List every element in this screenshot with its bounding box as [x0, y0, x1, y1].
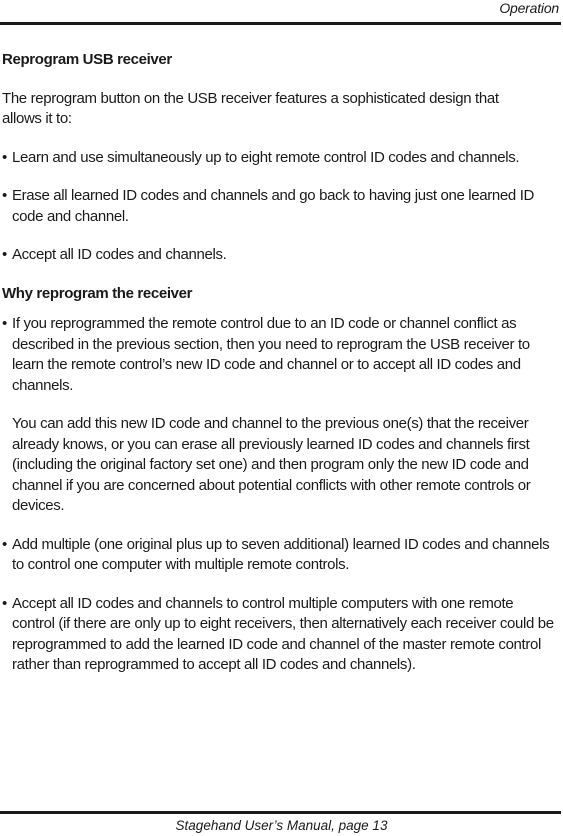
bullet-dot: • [2, 246, 7, 263]
list-item-text: Learn and use simultaneously up to eight remote control ID codes and channels. [12, 148, 520, 166]
list-item [2, 245, 554, 266]
list-item [2, 535, 554, 576]
header-rule [0, 22, 561, 25]
list-item-text: Accept all ID codes and channels. [12, 246, 227, 263]
list-item-text: Add multiple (one original plus up to seven additional) learned ID codes and channels to control one computer with multiple remote controls. [12, 535, 550, 573]
page-content [2, 50, 554, 694]
running-head: Operation [499, 0, 559, 16]
list-item [2, 314, 554, 396]
bullet-dot: • [2, 315, 7, 332]
list-item [2, 186, 537, 227]
list-item-text: If you reprogrammed the remote control due to an ID code or channel conflict as described in the previous section, then you need to reprogram the USB receiver to learn the remote control’s new ID code and channel or to accept all ID codes and channels. [12, 315, 530, 394]
bullet-dot: • [2, 535, 7, 553]
bullet-dot: • [2, 594, 7, 612]
list-item [2, 148, 554, 169]
footer-rule [0, 811, 561, 814]
page-footer: Stagehand User’s Manual, page 13 [175, 818, 388, 833]
list-item-text: Accept all ID codes and channels to control multiple computers with one remote control (if there are only up to eight receivers, then alternatively each receiver could be reprogrammed to add the learned ID code and channel of the master remote control rather than reprogrammed to accept all ID codes and channels). [12, 594, 554, 673]
bullet-dot: • [2, 187, 7, 204]
bullet-dot: • [2, 148, 7, 166]
section-heading-reprogram: Reprogram USB receiver [2, 51, 172, 68]
section-heading-why: Why reprogram the receiver [2, 284, 193, 302]
list-item-text: Erase all learned ID codes and channels and go back to having just one learned ID code and channel. [12, 187, 535, 225]
intro-paragraph: The reprogram button on the USB receiver features a sophisticated design that allows it to: [2, 89, 499, 127]
sub-paragraph: You can add this new ID code and channel to the previous one(s) that the receiver already knows, or you can erase all previously learned ID codes and channels first (including the original factory set one) and then program only the new ID code and channel if you are concerned about potential conflicts with other remote controls or devices. [12, 415, 531, 514]
list-item [2, 594, 554, 676]
